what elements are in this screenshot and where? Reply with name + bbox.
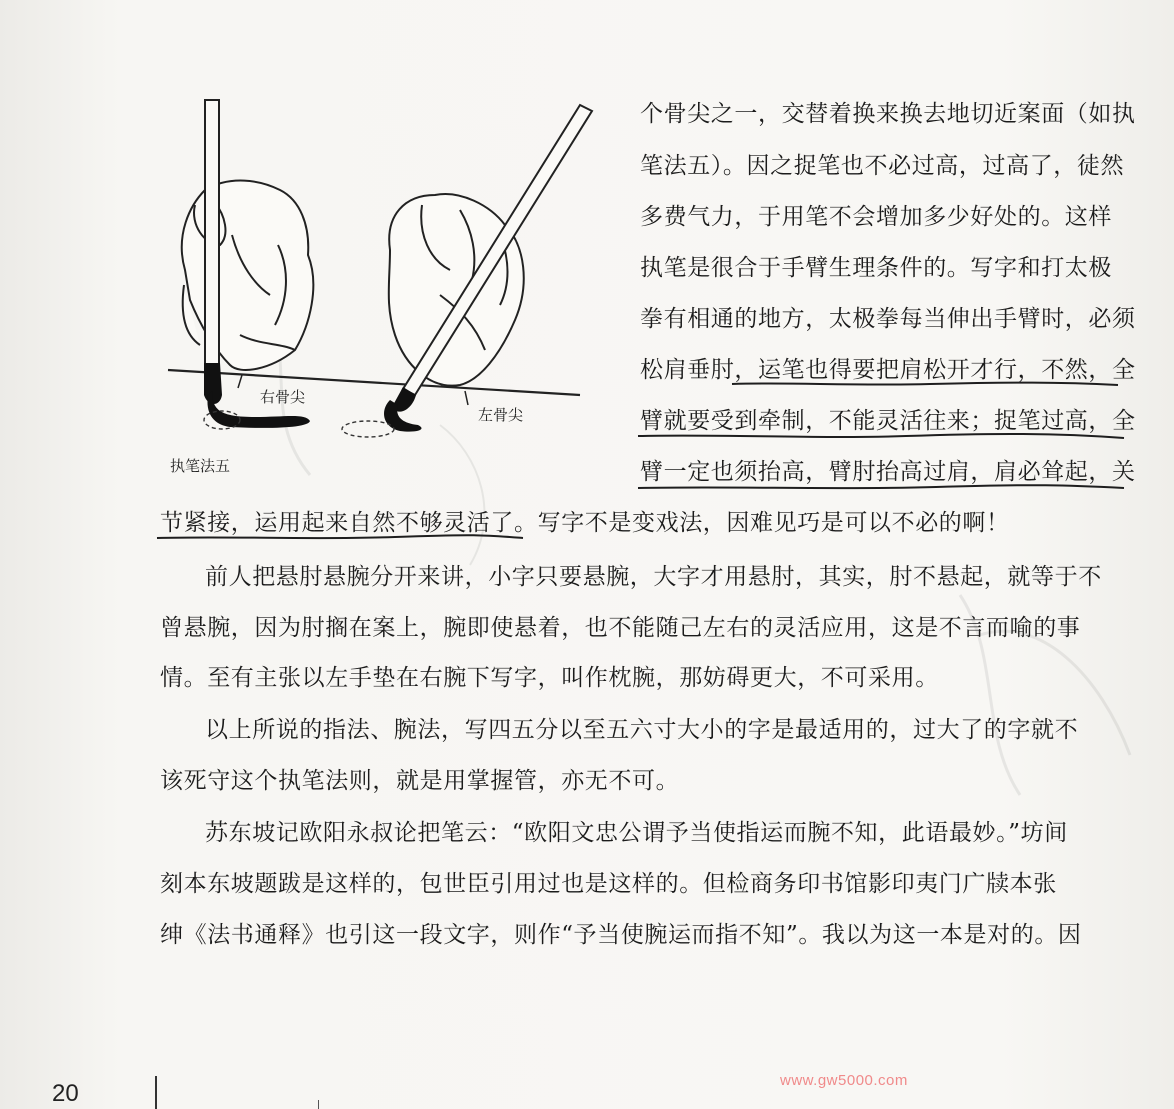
desk-edge-line xyxy=(168,370,580,395)
left-hand-drawing xyxy=(389,194,524,386)
figure-caption: 执笔法五 xyxy=(170,457,231,475)
watermark: www.gw5000.com xyxy=(780,1072,908,1089)
text-line: 该死守这个执笔法则，就是用掌握管，亦无不可。 xyxy=(160,768,680,794)
page-number: 20 xyxy=(52,1080,79,1107)
pen-underline xyxy=(636,430,1126,444)
text-line: 以上所说的指法、腕法，写四五分以至五六寸大小的字是最适用的，过大了的字就不 xyxy=(205,717,1079,743)
text-line: 松肩垂肘，运笔也得要把肩松开才行，不然，全 xyxy=(640,357,1136,383)
left-bone-arrow xyxy=(465,391,468,405)
text-line: 臂一定也须抬高，臂肘抬高过肩，肩必耸起，关 xyxy=(640,459,1136,485)
footer-divider xyxy=(155,1076,157,1109)
text-line: 情。至有主张以左手垫在右腕下写字，叫作枕腕，那妨碍更大，不可采用。 xyxy=(160,665,939,691)
text-line: 前人把悬肘悬腕分开来讲，小字只要悬腕，大字才用悬肘，其实，肘不悬起，就等于不 xyxy=(205,564,1102,590)
text-line: 执笔是很合于手臂生理条件的。写字和打太极 xyxy=(640,255,1112,281)
text-line: 曾悬腕，因为肘搁在案上，腕即使悬着，也不能随己左右的灵活应用，这是不言而喻的事 xyxy=(160,615,1081,641)
text-line: 个骨尖之一，交替着换来换去地切近案面（如执 xyxy=(640,101,1136,127)
right-hand-drawing xyxy=(182,181,314,370)
text-line: 臂就要受到牵制，不能灵活往来；捉笔过高，全 xyxy=(640,408,1136,434)
text-line: 笔法五）。因之捉笔也不必过高，过高了，徒然 xyxy=(640,153,1125,179)
text-line: 多费气力，于用笔不会增加多少好处的。这样 xyxy=(640,204,1112,230)
brush-holding-illustration xyxy=(160,95,630,495)
label-right-bone: 右骨尖 xyxy=(260,388,306,406)
text-line: 刻本东坡题跋是这样的，包世臣引用过也是这样的。但检商务印书馆影印夷门广牍本张 xyxy=(160,871,1057,897)
text-line: 节紧接，运用起来自然不够灵活了。写字不是变戏法，因难见巧是可以不必的啊！ xyxy=(160,510,1010,536)
footer-divider xyxy=(318,1100,319,1109)
right-bone-arrow xyxy=(238,375,242,388)
pen-underline xyxy=(636,481,1126,495)
pen-underline xyxy=(155,530,525,544)
text-line: 苏东坡记欧阳永叔论把笔云：“欧阳文忠公谓予当使指运而腕不知，此语最妙。”坊间 xyxy=(205,820,1068,846)
text-line: 绅《法书通释》也引这一段文字，则作“予当使腕运而指不知”。我以为这一本是对的。因 xyxy=(160,922,1082,948)
label-left-bone: 左骨尖 xyxy=(478,406,524,424)
text-line: 拳有相通的地方，太极拳每当伸出手臂时，必须 xyxy=(640,306,1136,332)
pen-underline xyxy=(730,378,1120,390)
